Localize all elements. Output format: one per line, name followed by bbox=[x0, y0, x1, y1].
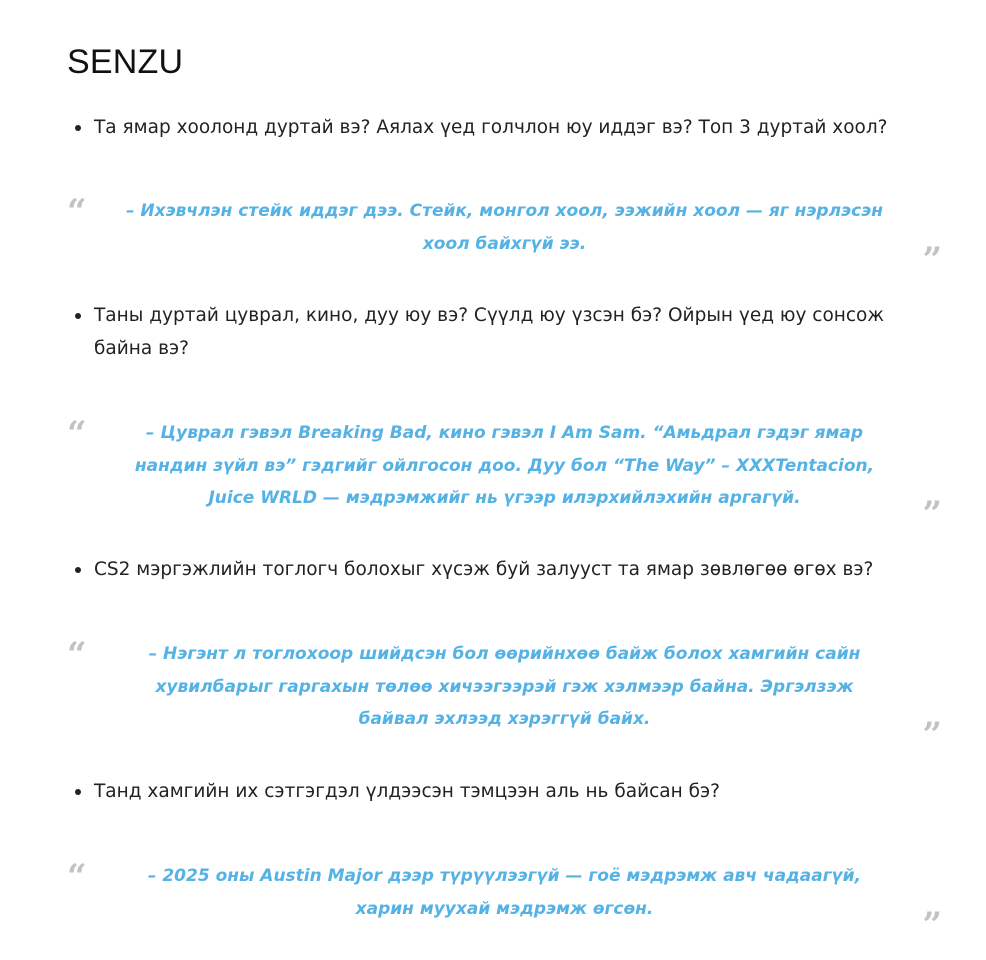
answer-block-2 bbox=[67, 414, 942, 534]
question-2: Таны дуртай цуврал, кино, дуу юу вэ? Сүүлд юу үзсэн бэ? Ойрын үед юу сонсож байна вэ? bbox=[94, 299, 914, 365]
answer-block-4 bbox=[67, 857, 942, 945]
answer-3: – Нэгэнт л тоглохоор шийдсэн бол өөрийнхөө байж болох хамгийн сайн хувилбарыг гаргахын төлөө хичээгээрэй гэж хэлмээр байна. Эргэлзэж байвал эхлээд хэрэггүй байх. bbox=[148, 644, 861, 729]
open-quote-icon: “ bbox=[67, 635, 87, 675]
answer-block-1 bbox=[67, 192, 942, 280]
answer-2: – Цуврал гэвэл Breaking Bad, кино гэвэл I Am Sam. “Амьдрал гэдэг ямар нандин зүйл вэ” гэдгийг ойлгосон доо. Дуу бол “The Way” – XXXTentacion, Juice WRLD — мэдрэмжийг нь үгээр илэрхийлэхийн аргагүй. bbox=[134, 423, 875, 508]
open-quote-icon: “ bbox=[67, 857, 87, 897]
answer-1: – Ихэвчлэн стейк иддэг дээ. Стейк, монгол хоол, ээжийн хоол — яг нэрлэсэн хоол байхгүй ээ. bbox=[125, 201, 884, 254]
open-quote-icon: “ bbox=[67, 192, 87, 232]
close-quote-icon: ” bbox=[922, 494, 942, 534]
close-quote-icon: ” bbox=[922, 715, 942, 755]
close-quote-icon: ” bbox=[922, 240, 942, 280]
open-quote-icon: “ bbox=[67, 414, 87, 454]
question-1: Та ямар хоолонд дуртай вэ? Аялах үед голчлон юу иддэг вэ? Топ 3 дуртай хоол? bbox=[94, 111, 914, 144]
close-quote-icon: ” bbox=[922, 905, 942, 945]
answer-block-3 bbox=[67, 635, 942, 755]
question-4: Танд хамгийн их сэтгэгдэл үлдээсэн тэмцээн аль нь байсан бэ? bbox=[94, 775, 914, 808]
answer-4: – 2025 оны Austin Major дээр түрүүлээгүй — гоё мэдрэмж авч чадаагүй, харин муухай мэдрэмж өгсөн. bbox=[147, 866, 862, 919]
page-title: SENZU bbox=[67, 43, 184, 81]
question-3: CS2 мэргэжлийн тоглогч болохыг хүсэж буй залууст та ямар зөвлөгөө өгөх вэ? bbox=[94, 553, 914, 586]
